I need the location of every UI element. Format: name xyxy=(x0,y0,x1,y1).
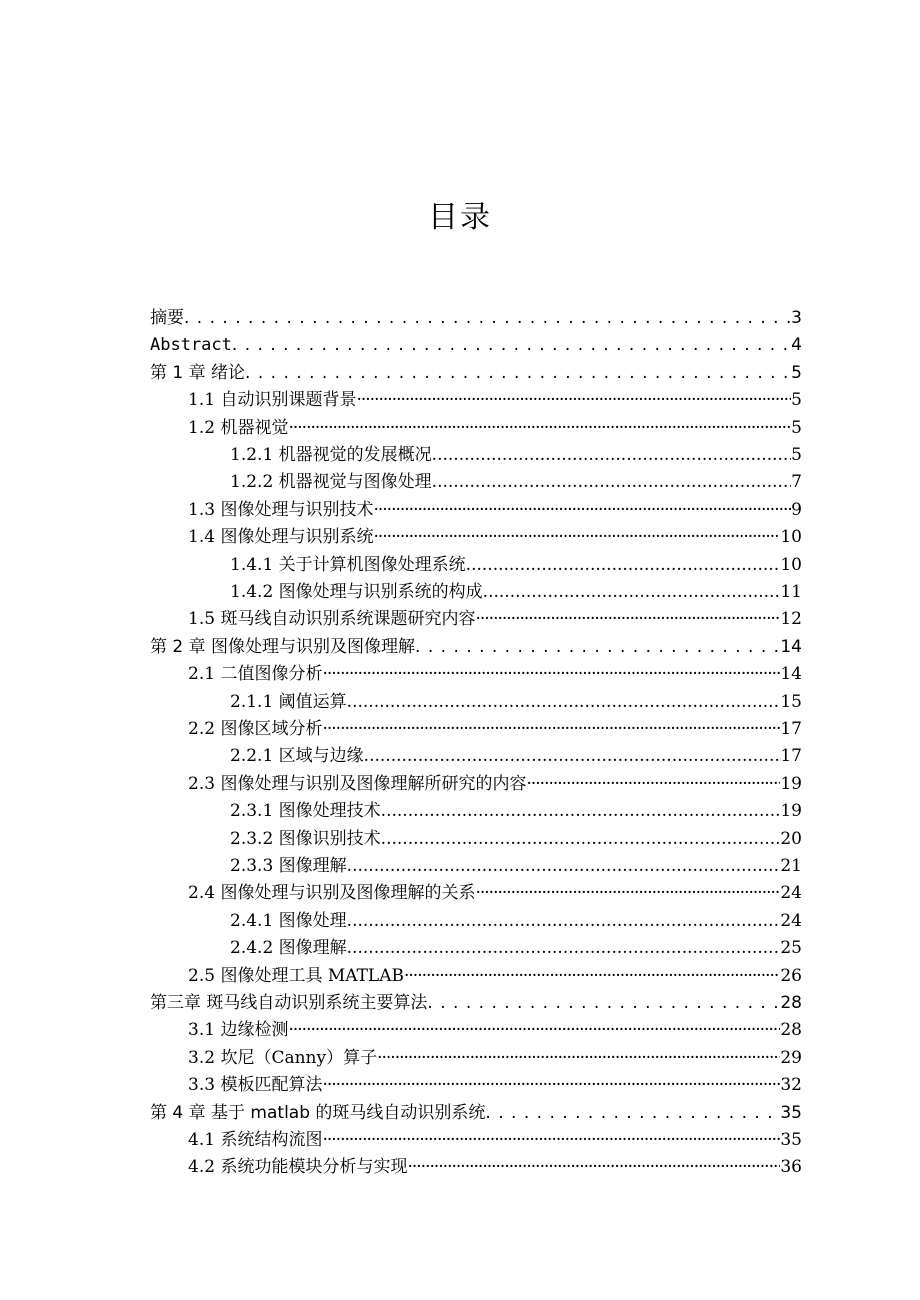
toc-dot-leader xyxy=(415,635,780,659)
toc-entry[interactable] xyxy=(230,466,802,494)
toc-entry-title: 1.5 斑马线自动识别系统课题研究内容 xyxy=(188,609,476,629)
toc-page-number: 7 xyxy=(791,472,802,492)
toc-page-number: 5 xyxy=(791,445,802,465)
toc-entry-title: 2.3 图像处理与识别及图像理解所研究的内容 xyxy=(188,774,527,794)
toc-page-number: 10 xyxy=(780,527,802,547)
toc-entry[interactable] xyxy=(230,740,802,768)
toc-entry-title: 2.4.2 图像理解 xyxy=(230,938,347,958)
toc-dot-leader xyxy=(483,580,781,604)
toc-dot-leader xyxy=(526,772,780,796)
toc-entry[interactable] xyxy=(150,631,802,659)
toc-entry-title: 摘要 xyxy=(150,308,184,328)
toc-entry-title: 2.3.2 图像识别技术 xyxy=(230,829,381,849)
toc-entry[interactable] xyxy=(150,987,802,1015)
toc-dot-leader xyxy=(373,525,780,549)
toc-dot-leader xyxy=(485,1101,780,1125)
toc-page-number: 35 xyxy=(780,1103,802,1123)
toc-page-number: 14 xyxy=(780,664,802,684)
toc-dot-leader xyxy=(347,936,781,960)
toc-page-number: 28 xyxy=(780,993,802,1013)
toc-dot-leader xyxy=(466,553,781,577)
toc-entry-title: 3.1 边缘检测 xyxy=(188,1020,289,1040)
toc-entry[interactable] xyxy=(188,713,802,741)
toc-entry-title: 3.2 坎尼（Canny）算子 xyxy=(188,1048,378,1068)
toc-entry-title: 4.1 系统结构流图 xyxy=(188,1130,323,1150)
toc-entry[interactable] xyxy=(188,658,802,686)
toc-entry-title: 1.3 图像处理与识别技术 xyxy=(188,500,374,520)
toc-entry-title: 2.3.1 图像处理技术 xyxy=(230,801,381,821)
toc-entry[interactable] xyxy=(230,576,802,604)
toc-page-number: 36 xyxy=(780,1157,802,1177)
toc-entry[interactable] xyxy=(188,384,802,412)
toc-entry[interactable] xyxy=(230,439,802,467)
toc-page-number: 28 xyxy=(780,1020,802,1040)
toc-entry[interactable] xyxy=(230,823,802,851)
toc-entry[interactable] xyxy=(188,494,802,522)
toc-page-number: 21 xyxy=(780,856,802,876)
toc-entry-title: 第三章 斑马线自动识别系统主要算法 xyxy=(150,993,428,1013)
toc-dot-leader xyxy=(322,662,780,686)
toc-page-number: 9 xyxy=(791,500,802,520)
toc-entry-title: 4.2 系统功能模块分析与实现 xyxy=(188,1157,408,1177)
toc-entry-title: 2.1.1 阈值运算 xyxy=(230,692,347,712)
toc-entry[interactable] xyxy=(188,1124,802,1152)
toc-dot-leader xyxy=(381,827,781,851)
toc-entry-title: 1.2 机器视觉 xyxy=(188,418,289,438)
toc-dot-leader xyxy=(322,717,780,741)
toc-entry[interactable] xyxy=(150,329,802,357)
toc-dot-leader xyxy=(245,361,791,385)
toc-page-number: 24 xyxy=(780,883,802,903)
toc-entry[interactable] xyxy=(230,932,802,960)
toc-page-number: 19 xyxy=(780,774,802,794)
toc-page-number: 20 xyxy=(780,829,802,849)
toc-dot-leader xyxy=(232,333,791,357)
toc-entry[interactable] xyxy=(230,850,802,878)
toc-entry[interactable] xyxy=(230,905,802,933)
toc-entry-title: 第 1 章 绪论 xyxy=(150,363,246,383)
toc-entry-title: 1.4.2 图像处理与识别系统的构成 xyxy=(230,582,483,602)
toc-entry[interactable] xyxy=(150,1097,802,1125)
toc-dot-leader xyxy=(427,991,780,1015)
toc-page-number: 15 xyxy=(780,692,802,712)
toc-dot-leader xyxy=(407,1155,780,1179)
toc-entry[interactable] xyxy=(188,521,802,549)
toc-entry-title: 2.5 图像处理工具 MATLAB xyxy=(188,966,404,986)
toc-page-number: 25 xyxy=(780,938,802,958)
toc-entry-title: 1.4.1 关于计算机图像处理系统 xyxy=(230,555,466,575)
toc-dot-leader xyxy=(322,1128,780,1152)
toc-entry[interactable] xyxy=(188,768,802,796)
toc-entry[interactable] xyxy=(230,549,802,577)
toc-dot-leader xyxy=(475,881,780,905)
toc-page-number: 12 xyxy=(780,609,802,629)
toc-entry[interactable] xyxy=(230,795,802,823)
toc-dot-leader xyxy=(347,690,781,714)
toc-entry[interactable] xyxy=(150,357,802,385)
toc-entry-title: 2.1 二值图像分析 xyxy=(188,664,323,684)
toc-dot-leader xyxy=(356,388,791,412)
toc-page-number: 10 xyxy=(780,555,802,575)
toc-entry[interactable] xyxy=(188,412,802,440)
toc-entry[interactable] xyxy=(188,1042,802,1070)
toc-entry-title: 2.4.1 图像处理 xyxy=(230,911,347,931)
toc-dot-leader xyxy=(381,799,781,823)
toc-dot-leader xyxy=(432,470,792,494)
toc-page-number: 29 xyxy=(780,1048,802,1068)
toc-page-number: 17 xyxy=(780,719,802,739)
toc-dot-leader xyxy=(347,854,781,878)
toc-page-number: 24 xyxy=(780,911,802,931)
toc-entry[interactable] xyxy=(188,603,802,631)
toc-page-number: 14 xyxy=(780,637,802,657)
toc-page-number: 32 xyxy=(780,1075,802,1095)
toc-dot-leader xyxy=(475,607,780,631)
toc-dot-leader xyxy=(432,443,792,467)
toc-entry-title: Abstract xyxy=(150,335,232,355)
toc-dot-leader xyxy=(404,964,780,988)
toc-entry[interactable] xyxy=(230,686,802,714)
toc-entry[interactable] xyxy=(188,960,802,988)
toc-entry-title: 1.1 自动识别课题背景 xyxy=(188,390,357,410)
toc-entry-title: 1.4 图像处理与识别系统 xyxy=(188,527,374,547)
toc-entry[interactable] xyxy=(188,1151,802,1179)
toc-entry-title: 2.2 图像区域分析 xyxy=(188,719,323,739)
toc-entry-title: 1.2.1 机器视觉的发展概况 xyxy=(230,445,432,465)
toc-page-number: 11 xyxy=(780,582,802,602)
toc-page-number: 17 xyxy=(780,746,802,766)
toc-dot-leader xyxy=(288,1018,780,1042)
toc-page-number: 26 xyxy=(780,966,802,986)
toc-entry[interactable] xyxy=(188,1069,802,1097)
toc-dot-leader xyxy=(373,498,791,522)
toc-entry[interactable] xyxy=(150,302,802,330)
page-title: 目录 xyxy=(428,200,492,235)
toc-dot-leader xyxy=(347,909,781,933)
toc-entry[interactable] xyxy=(188,1014,802,1042)
toc-dot-leader xyxy=(377,1046,780,1070)
toc-dot-leader xyxy=(364,744,781,768)
toc-page-number: 4 xyxy=(791,335,802,355)
toc-page-number: 19 xyxy=(780,801,802,821)
toc-page-number: 5 xyxy=(791,418,802,438)
toc-dot-leader xyxy=(184,306,791,330)
toc-page-number: 5 xyxy=(791,390,802,410)
toc-page-number: 3 xyxy=(791,308,802,328)
toc-dot-leader xyxy=(322,1073,780,1097)
toc-entry-title: 3.3 模板匹配算法 xyxy=(188,1075,323,1095)
toc-dot-leader xyxy=(288,416,791,440)
toc-page-number: 35 xyxy=(780,1130,802,1150)
toc-entry-title: 2.2.1 区域与边缘 xyxy=(230,746,364,766)
toc-entry-title: 2.3.3 图像理解 xyxy=(230,856,347,876)
toc-entry-title: 2.4 图像处理与识别及图像理解的关系 xyxy=(188,883,476,903)
toc-entry[interactable] xyxy=(188,877,802,905)
toc-entry-title: 1.2.2 机器视觉与图像处理 xyxy=(230,472,432,492)
toc-entry-title: 第 4 章 基于 matlab 的斑马线自动识别系统 xyxy=(150,1103,486,1123)
toc-page-number: 5 xyxy=(791,363,802,383)
toc-entry-title: 第 2 章 图像处理与识别及图像理解 xyxy=(150,637,416,657)
